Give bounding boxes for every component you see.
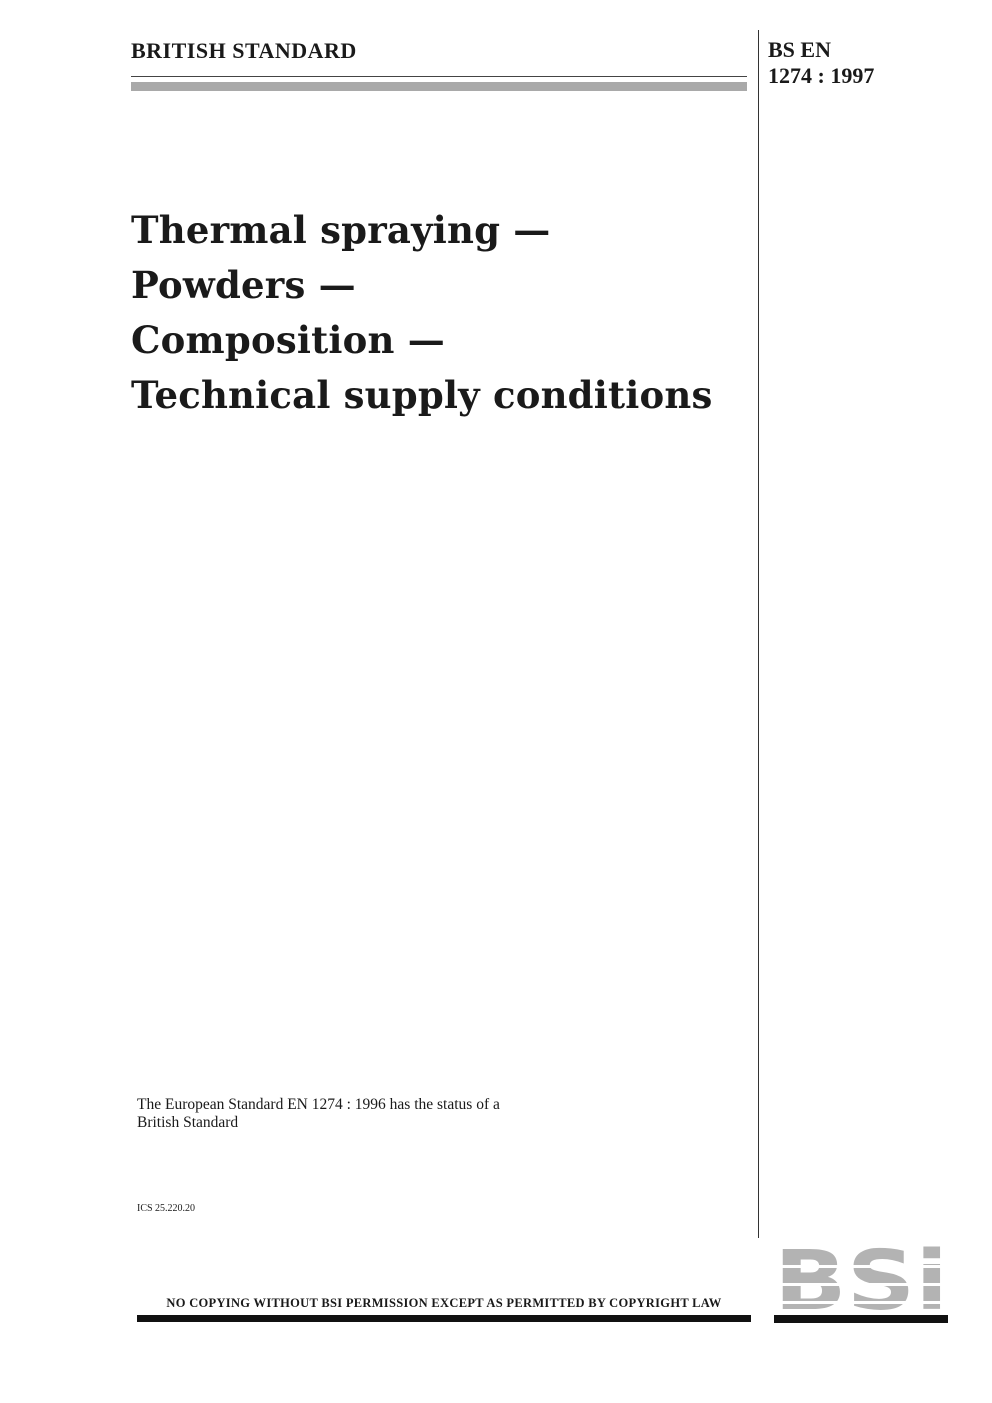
standard-number-line1: BS EN <box>768 37 831 62</box>
status-note <box>137 1096 500 1132</box>
title-line: Powders — <box>131 263 356 307</box>
bsi-logo-icon <box>774 1245 948 1323</box>
header-rule-thin <box>131 76 747 77</box>
standard-number <box>768 37 874 89</box>
title-line: Thermal spraying — <box>131 208 551 252</box>
status-note-line1: The European Standard EN 1274 : 1996 has the status of a <box>137 1096 500 1113</box>
header-rule-grey <box>131 82 747 91</box>
header-label: BRITISH STANDARD <box>131 38 357 63</box>
ics-code: ICS 25.220.20 <box>137 1203 196 1214</box>
standard-number-line2: 1274 : 1997 <box>768 63 875 88</box>
copyright-notice: NO COPYING WITHOUT BSI PERMISSION EXCEPT AS PERMITTED BY COPYRIGHT LAW <box>166 1296 722 1310</box>
document-title <box>131 203 713 423</box>
status-note-line2: British Standard <box>137 1114 239 1131</box>
vertical-divider <box>758 30 759 1238</box>
title-line: Technical supply conditions <box>131 373 713 417</box>
title-line: Composition — <box>131 318 445 362</box>
footer-rule <box>137 1315 751 1322</box>
